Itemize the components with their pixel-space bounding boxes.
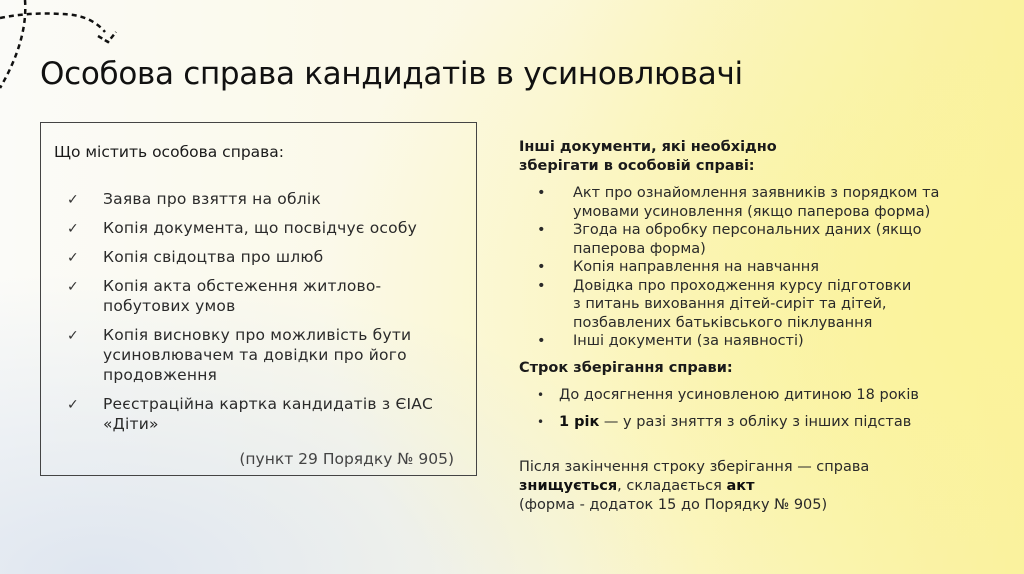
list-item xyxy=(67,218,467,238)
check-icon: ✓ xyxy=(67,328,79,344)
item-text: Копія акта обстеження житлово-побутових умов xyxy=(103,277,382,315)
bold-text: знищується xyxy=(519,477,618,494)
list-item: • Інші документи (за наявності) xyxy=(519,332,999,351)
check-icon: ✓ xyxy=(67,221,79,237)
storage-list xyxy=(519,386,999,432)
item-text: Реєстраційна картка кандидатів з ЄІАС «Діти» xyxy=(103,395,434,433)
check-icon: ✓ xyxy=(67,397,79,413)
note-text: , складається xyxy=(617,477,727,494)
bold-text: акт xyxy=(726,477,755,494)
list-item: • Акт про ознайомлення заявників з порядком та умовами усиновлення (якщо паперова форма) xyxy=(519,184,953,221)
item-text: Копія документа, що посвідчує особу xyxy=(103,219,417,237)
reference-note: (пункт 29 Порядку № 905) xyxy=(239,450,454,468)
list-item xyxy=(519,413,999,432)
box-heading: Що містить особова справа: xyxy=(54,143,285,161)
contents-box xyxy=(40,122,477,476)
list-item xyxy=(67,189,467,209)
other-docs-heading: Інші документи, які необхідно зберігати в особовій справі: xyxy=(519,139,777,174)
list-item xyxy=(67,247,467,267)
after-storage-note xyxy=(519,458,999,515)
note-line xyxy=(519,477,999,496)
list-item: • Згода на обробку персональних даних (якщо паперова форма) xyxy=(519,221,933,258)
right-column xyxy=(519,138,999,515)
list-item: • Довідка про проходження курсу підготовки з питань виховання дітей-сиріт та дітей, позбавлених батьківського піклування xyxy=(519,277,913,333)
storage-heading: Строк зберігання справи: xyxy=(519,359,733,376)
check-icon: ✓ xyxy=(67,250,79,266)
list-item: • Копія направлення на навчання xyxy=(519,258,999,277)
contents-list xyxy=(67,189,467,443)
item-text: — у разі зняття з обліку з інших підстав xyxy=(599,413,912,430)
list-item: • До досягнення усиновленою дитиною 18 років xyxy=(519,386,999,405)
list-item xyxy=(67,394,467,434)
bold-text: 1 рік xyxy=(559,413,600,430)
item-text: Заява про взяття на облік xyxy=(103,190,321,208)
item-text: Копія свідоцтва про шлюб xyxy=(103,248,324,266)
slide-title: Особова справа кандидатів в усиновлювачі xyxy=(40,56,743,92)
list-item xyxy=(67,325,467,385)
note-line: Після закінчення строку зберігання — справа xyxy=(519,458,870,475)
item-text: Копія висновку про можливість бути усиновлювачем та довідки про його продовження xyxy=(103,326,412,384)
other-docs-list xyxy=(519,184,999,351)
check-icon: ✓ xyxy=(67,279,79,295)
check-icon: ✓ xyxy=(67,192,79,208)
list-item xyxy=(67,276,467,316)
note-line: (форма - додаток 15 до Порядку № 905) xyxy=(519,496,828,513)
